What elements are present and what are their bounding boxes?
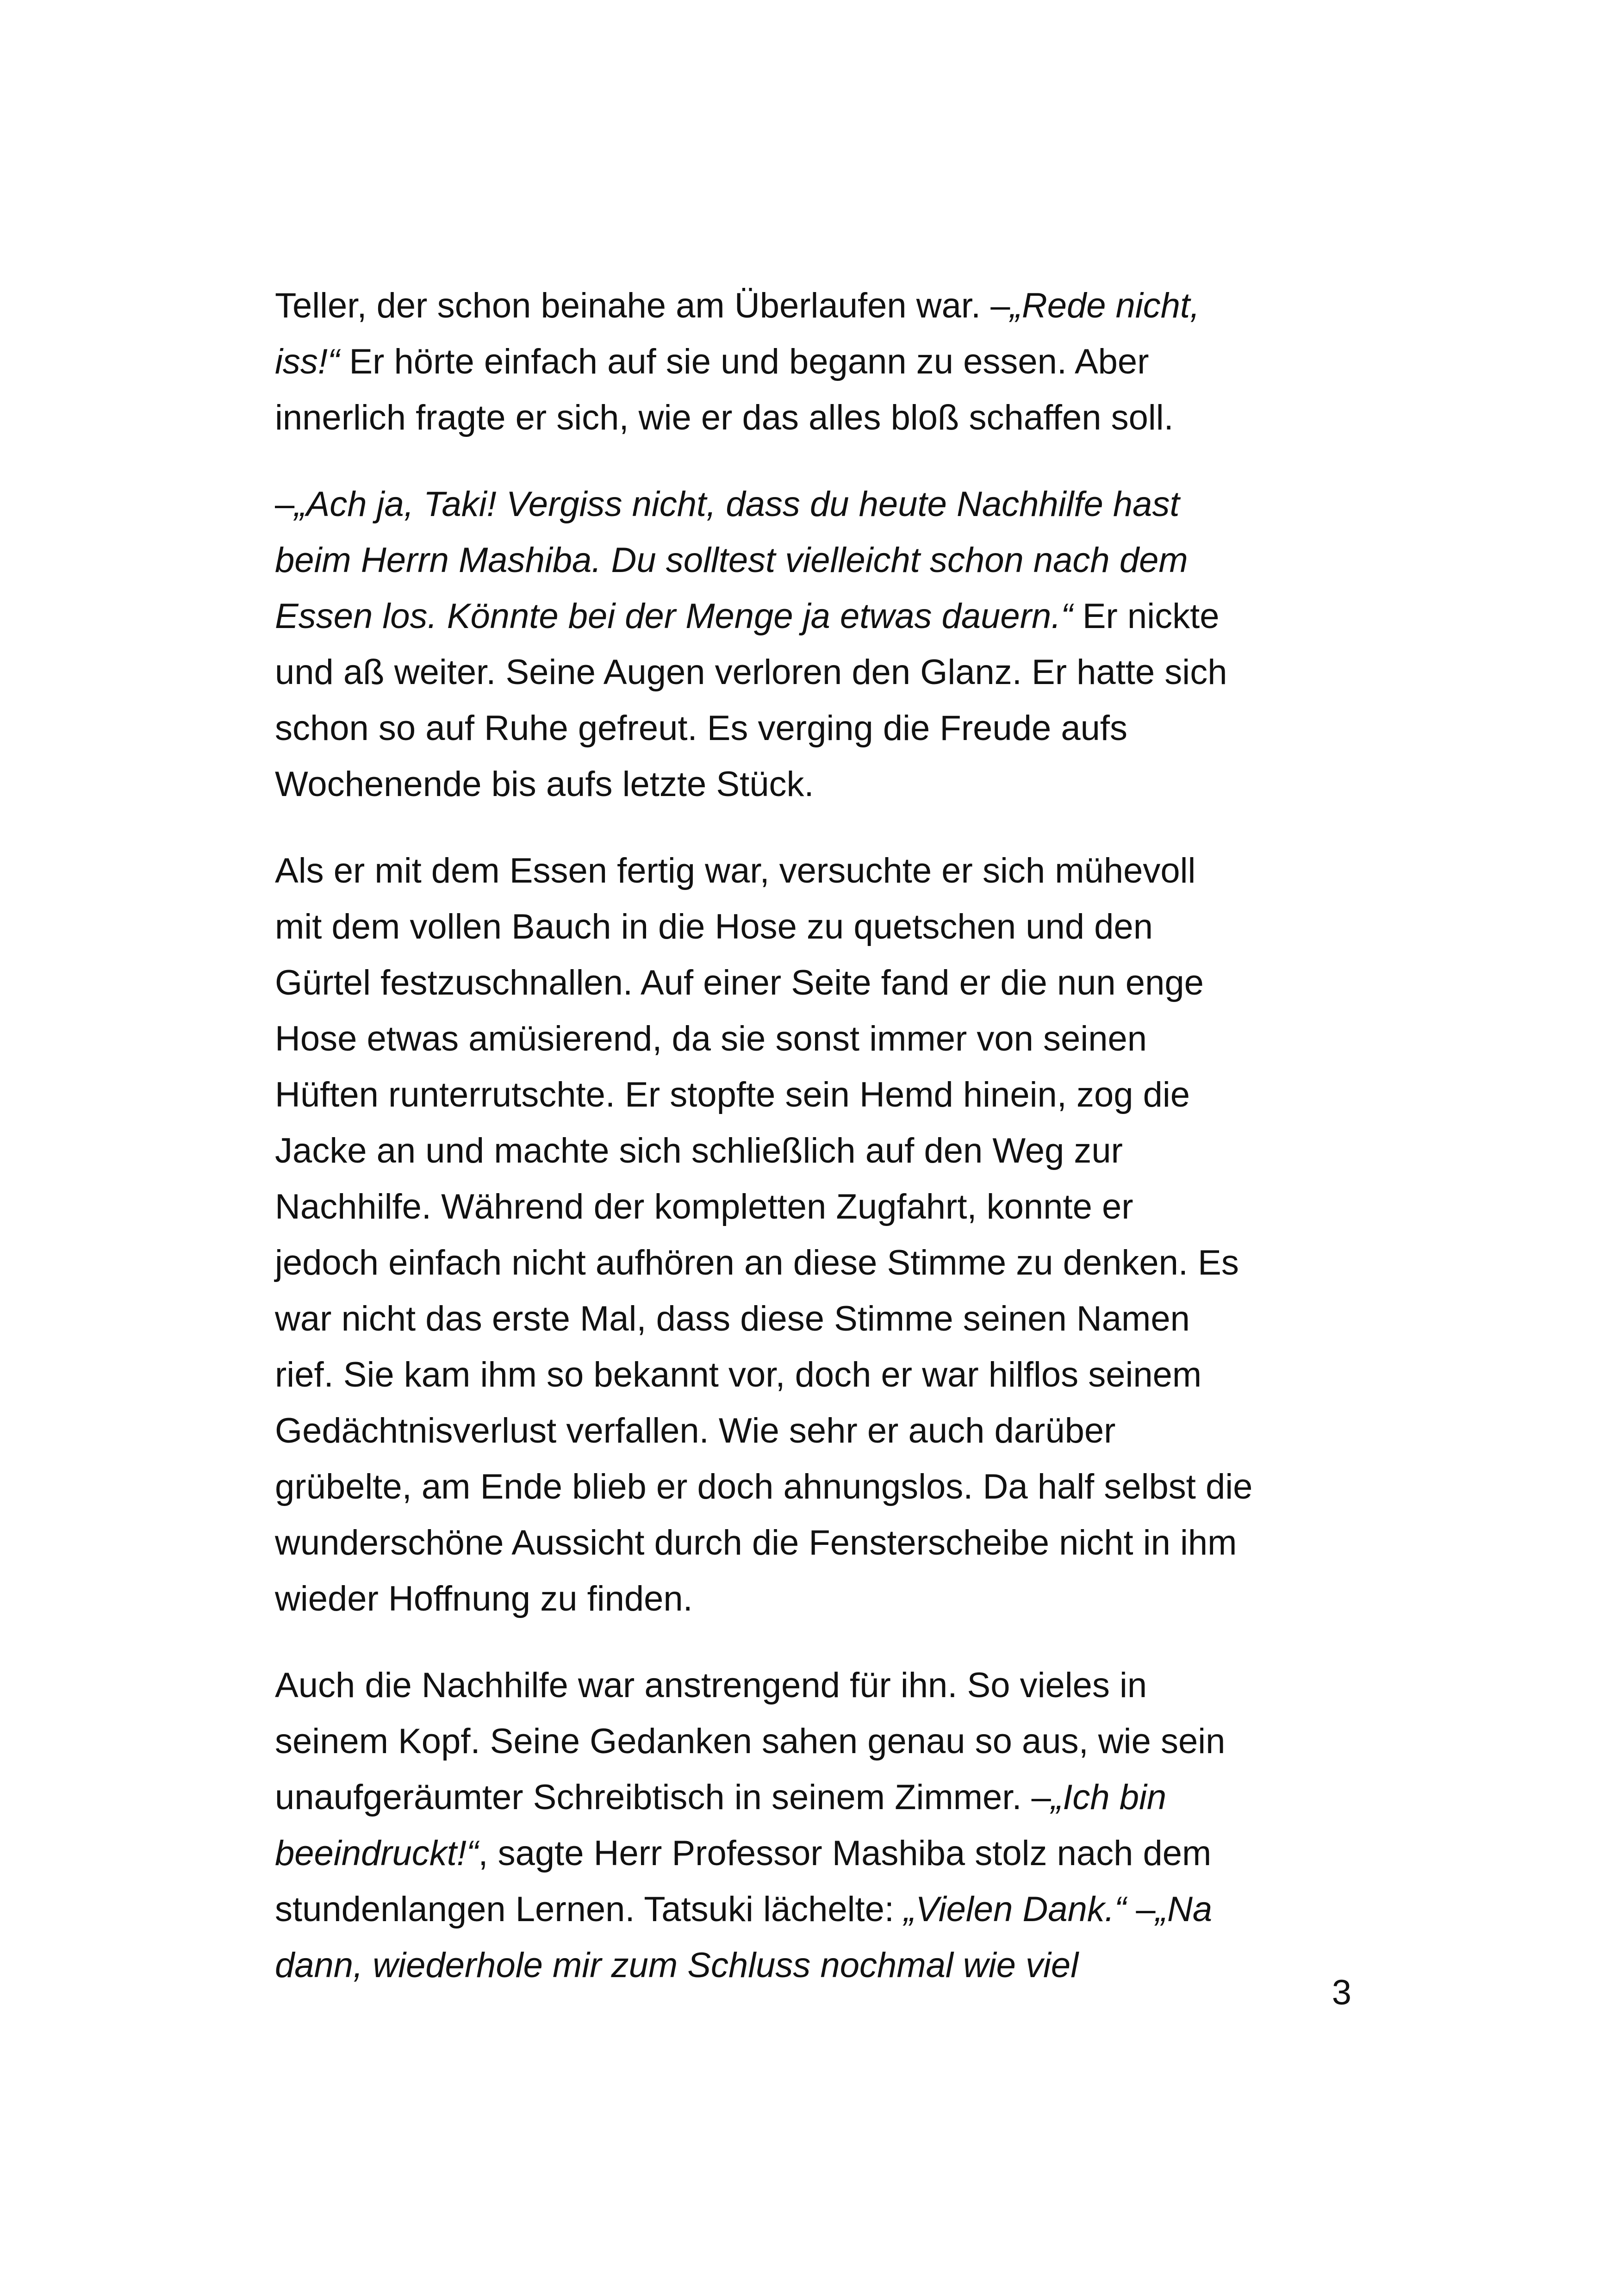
paragraph [275,1657,1404,1993]
text-run: Auch die Nachhilfe war anstrengend für ihn. So vieles in [275,1666,1147,1705]
text-line [275,1881,1404,1937]
text-run: seinem Kopf. Seine Gedanken sahen genau so aus, wie sein [275,1722,1226,1761]
text-line [275,334,1404,390]
text-line [275,1179,1404,1235]
text-line [275,278,1404,334]
text-line [275,588,1404,644]
text-run: Hose etwas amüsierend, da sie sonst immer von seinen [275,1019,1147,1058]
text-line [275,756,1404,812]
paragraph [275,278,1404,446]
text-line [275,1657,1404,1713]
text-run: unaufgeräumter Schreibtisch in seinem Zimmer. – [275,1778,1051,1817]
text-run: Wochenende bis aufs letzte Stück. [275,765,814,804]
text-line [275,1937,1404,1993]
text-run: Er hörte einfach auf sie und begann zu essen. Aber [339,342,1149,381]
italic-text-run: beim Herrn Mashiba. Du solltest vielleicht schon nach dem [275,541,1188,580]
page-number: 3 [1332,1973,1351,2012]
text-line [275,1713,1404,1769]
italic-text-run: „Ich bin [1051,1778,1167,1817]
text-line [275,1347,1404,1403]
text-line [275,1769,1404,1825]
italic-text-run: dann, wiederhole mir zum Schluss nochmal wie viel [275,1946,1079,1985]
text-run: Hüften runterrutschte. Er stopfte sein Hemd hinein, zog die [275,1075,1190,1114]
text-run: Jacke an und machte sich schließlich auf den Weg zur [275,1131,1123,1170]
text-line [275,1011,1404,1067]
text-run: innerlich fragte er sich, wie er das alles bloß schaffen soll. [275,398,1174,437]
text-run: Gedächtnisverlust verfallen. Wie sehr er auch darüber [275,1411,1116,1450]
text-line [275,644,1404,700]
text-line [275,1235,1404,1291]
text-run: Gürtel festzuschnallen. Auf einer Seite fand er die nun enge [275,963,1204,1002]
text-line [275,700,1404,756]
text-run: grübelte, am Ende blieb er doch ahnungslos. Da half selbst die [275,1467,1253,1506]
text-run: Als er mit dem Essen fertig war, versuchte er sich mühevoll [275,851,1196,890]
text-run: , sagte Herr Professor Mashiba stolz nach dem [478,1834,1212,1873]
text-run: wieder Hoffnung zu finden. [275,1579,693,1618]
text-line [275,476,1404,532]
text-run: mit dem vollen Bauch in die Hose zu quetschen und den [275,907,1153,946]
italic-text-run: beeindruckt!“ [275,1834,479,1873]
text-line [275,1459,1404,1515]
text-run: – [275,485,295,524]
text-line [275,1123,1404,1179]
body-text [275,278,1404,2024]
text-line [275,1067,1404,1123]
text-line [275,1825,1404,1881]
italic-text-run: iss!“ [275,342,340,381]
text-line [275,1291,1404,1347]
text-line [275,1515,1404,1571]
text-run: stundenlangen Lernen. Tatsuki lächelte: [275,1890,904,1929]
text-line [275,955,1404,1011]
text-line [275,532,1404,588]
text-run: Teller, der schon beinahe am Überlaufen war. – [275,286,1010,325]
text-run: und aß weiter. Seine Augen verloren den Glanz. Er hatte sich [275,653,1227,692]
text-line [275,899,1404,955]
text-run: war nicht das erste Mal, dass diese Stimme seinen Namen [275,1299,1190,1338]
text-line [275,1403,1404,1459]
text-run: Nachhilfe. Während der kompletten Zugfahrt, konnte er [275,1187,1133,1226]
text-line [275,390,1404,446]
text-line [275,1571,1404,1627]
text-run: wunderschöne Aussicht durch die Fensterscheibe nicht in ihm [275,1523,1237,1562]
italic-text-run: Essen los. Könnte bei der Menge ja etwas dauern.“ [275,597,1073,636]
text-run: rief. Sie kam ihm so bekannt vor, doch er war hilflos seinem [275,1355,1202,1394]
text-run: schon so auf Ruhe gefreut. Es verging die Freude aufs [275,709,1127,748]
paragraph [275,843,1404,1627]
italic-text-run: „Rede nicht, [1010,286,1200,325]
italic-text-run: „Na [1155,1890,1213,1929]
paragraph [275,476,1404,812]
italic-text-run: „Vielen Dank.“ [904,1890,1126,1929]
text-line [275,843,1404,899]
text-run: Er nickte [1072,597,1220,636]
text-run: – [1126,1890,1156,1929]
italic-text-run: „Ach ja, Taki! Vergiss nicht, dass du heute Nachhilfe hast [294,485,1180,524]
text-run: jedoch einfach nicht aufhören an diese Stimme zu denken. Es [275,1243,1239,1282]
